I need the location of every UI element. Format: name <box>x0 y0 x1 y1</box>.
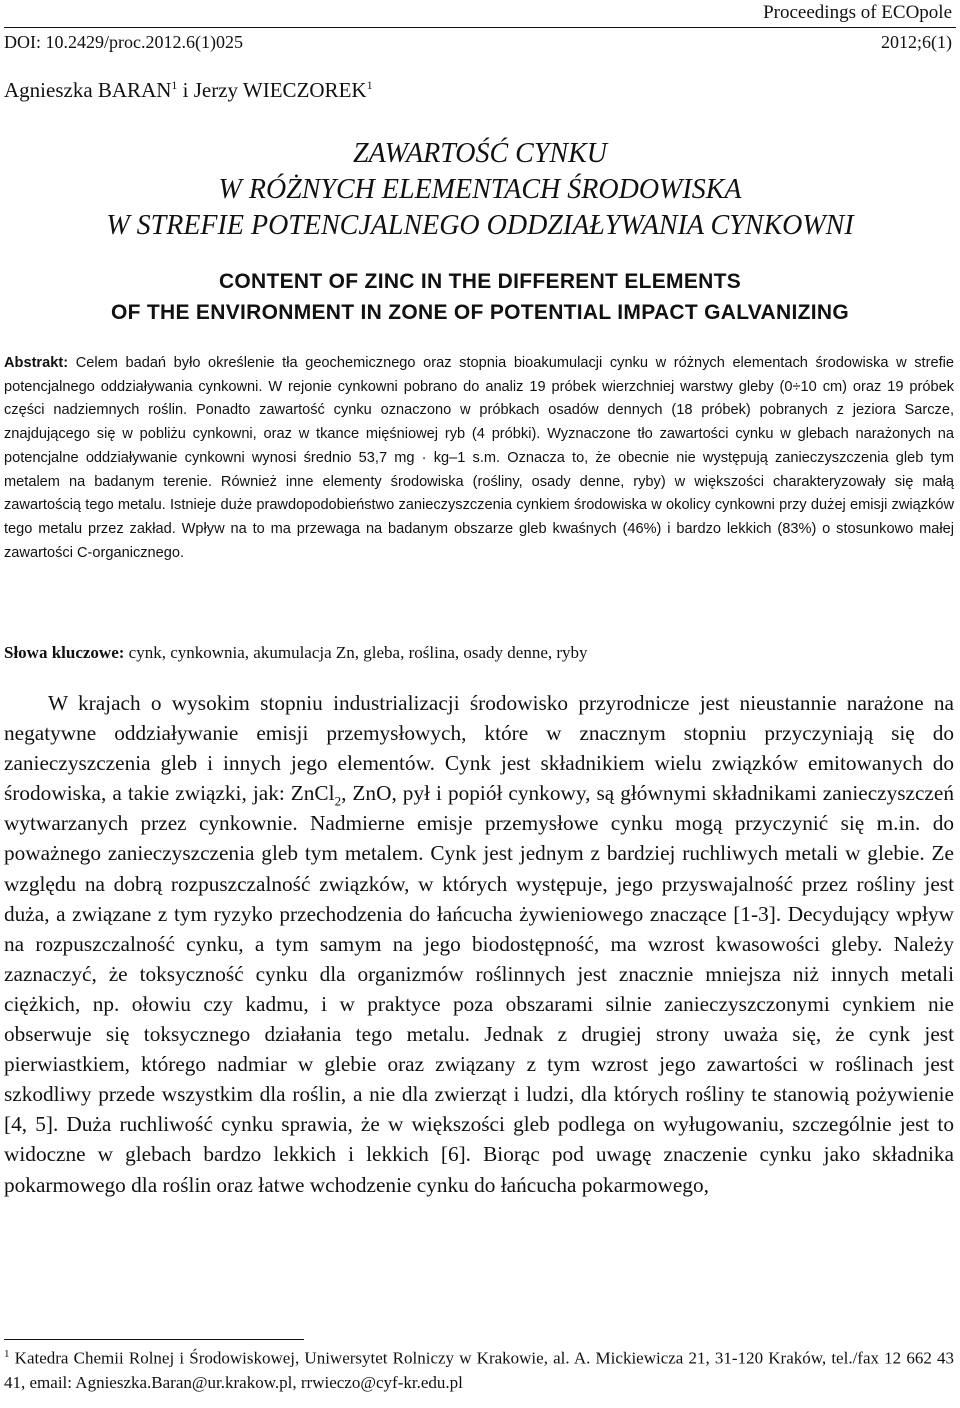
authors <box>4 78 373 103</box>
introduction-paragraph <box>4 688 954 1200</box>
journal-name: Proceedings of ECOpole <box>763 2 952 23</box>
footnote-rule <box>4 1339 304 1340</box>
abstract <box>4 352 954 565</box>
footnote-text: Katedra Chemii Rolnej i Środowiskowej, Uniwersytet Rolniczy w Krakowie, al. A. Mickiewicza 21, 31-120 Kraków, tel./fax 12 662 43 41, email: Agnieszka.Baran@ur.krakow.pl, rrwieczo@cyf-kr.edu.pl <box>4 1348 954 1392</box>
subscript: 2 <box>334 793 342 809</box>
paragraph-text: W krajach o wysokim stopniu industrializacji środowisko przyrodnicze jest nieustannie narażone na negatywne oddziaływanie emisji przemysłowych, które w znacznym stopniu przyczyniają się do zanieczyszczenia gleb i innych jego elementów. Cynk jest składnikiem wielu związków emitowanych do środowiska, a takie związki, jak: ZnCl <box>4 691 954 806</box>
footnote-marker: 1 <box>4 1348 10 1360</box>
abstract-label: Abstrakt: <box>4 355 69 371</box>
header-rule <box>4 27 956 28</box>
title-line: OF THE ENVIRONMENT IN ZONE OF POTENTIAL IMPACT GALVANIZING <box>110 301 849 324</box>
affiliation-marker: 1 <box>171 78 178 92</box>
keywords-label: Słowa kluczowe: <box>4 643 125 662</box>
volume-issue: 2012;6(1) <box>881 32 952 52</box>
title-line: ZAWARTOŚĆ CYNKU <box>353 138 607 169</box>
author-name: Agnieszka BARAN <box>4 78 172 102</box>
author-name: i Jerzy WIECZOREK <box>177 78 367 102</box>
paragraph-text: , ZnO, pył i popiół cynkowy, są głównymi składnikami zanieczyszczeń wytwarzanych przez cynkownie. Nadmierne emisje przemysłowe cynku mogą przyczynić się m.in. do poważnego zanieczyszczenia gleb tym metalem. Cynk jest jednym z bardziej ruchliwych metali w glebie. Ze względu na dobrą rozpuszczalność związków, w których występuje, jego przyswajalność przez rośliny jest duża, a związane z tym ryzyko przechodzenia do łańcucha żywieniowego znaczące [1-3]. Decydujący wpływ na rozpuszczalność cynku, a tym samym na jego biodostępność, ma wzrost kwasowości gleby. Należy zaznaczyć, że toksyczność cynku dla organizmów roślinnych jest znacznie mniejsza niż innych metali ciężkich, np. ołowiu czy kadmu, i w praktyce poza obszarami silnie zanieczyszczonymi cynkiem nie obserwuje się toksycznego działania tego metalu. Jednak z drugiej strony uważa się, że cynk jest pierwiastkiem, którego nadmiar w glebie oraz związany z tym wzrost jego zawartości w roślinach jest szkodliwy przede wszystkim dla roślin, a nie dla zwierząt i ludzi, dla których rośliny te stanowią pożywienie [4, 5]. Duża ruchliwość cynku sprawia, że w większości gleb podlega on wyługowaniu, szczególnie jest to widoczne w glebach bardzo lekkich i lekkich [6]. Biorąc pod uwagę znaczenie cynku jako składnika pokarmowego dla roślin oraz łatwe wchodzenie cynku do łańcucha pokarmowego, <box>4 781 954 1197</box>
affiliation-marker: 1 <box>366 78 373 92</box>
title-english <box>0 266 960 328</box>
title-line: W RÓŻNYCH ELEMENTACH ŚRODOWISKA <box>218 174 742 205</box>
title-polish <box>0 136 960 244</box>
footnote <box>4 1342 954 1395</box>
abstract-text: Celem badań było określenie tła geochemicznego oraz stopnia bioakumulacji cynku w różnych elementach środowiska w strefie potencjalnego oddziaływania cynkowni. W rejonie cynkowni pobrano do analiz 19 próbek wierzchniej warstwy gleby (0÷10 cm) oraz 19 próbek części nadziemnych roślin. Ponadto zawartość cynku oznaczono w próbkach osadów dennych (18 próbek) pobranych z jeziora Sarcze, znajdującego się w pobliżu cynkowni, oraz w tkance mięśniowej ryb (4 próbki). Wyznaczone tło zawartości cynku w glebach narażonych na potencjalne oddziaływanie cynkowni wynosi średnio 53,7 mg · kg–1 s.m. Oznacza to, że obecnie nie występują zanieczyszczenia gleb tym metalem na badanym terenie. Również inne elementy środowiska (rośliny, osady denne, ryby) w większości charakteryzowały się małą zawartością tego metalu. Istnieje duże prawdopodobieństwo zanieczyszczenia cynkiem środowiska w okolicy cynkowni przy dużej emisji związków tego metalu przez zakład. Wpływ na to ma przewaga na badanym obszarze gleb kwaśnych (46%) i bardzo lekkich (83%) o stosunkowo małej zawartości C-organicznego. <box>4 355 955 561</box>
keywords-text: cynk, cynkownia, akumulacja Zn, gleba, roślina, osady denne, ryby <box>128 643 588 662</box>
title-line: CONTENT OF ZINC IN THE DIFFERENT ELEMENTS <box>218 270 742 293</box>
title-line: W STREFIE POTENCJALNEGO ODDZIAŁYWANIA CYNKOWNI <box>106 210 854 241</box>
keywords <box>4 641 954 665</box>
doi: DOI: 10.2429/proc.2012.6(1)025 <box>4 32 243 52</box>
